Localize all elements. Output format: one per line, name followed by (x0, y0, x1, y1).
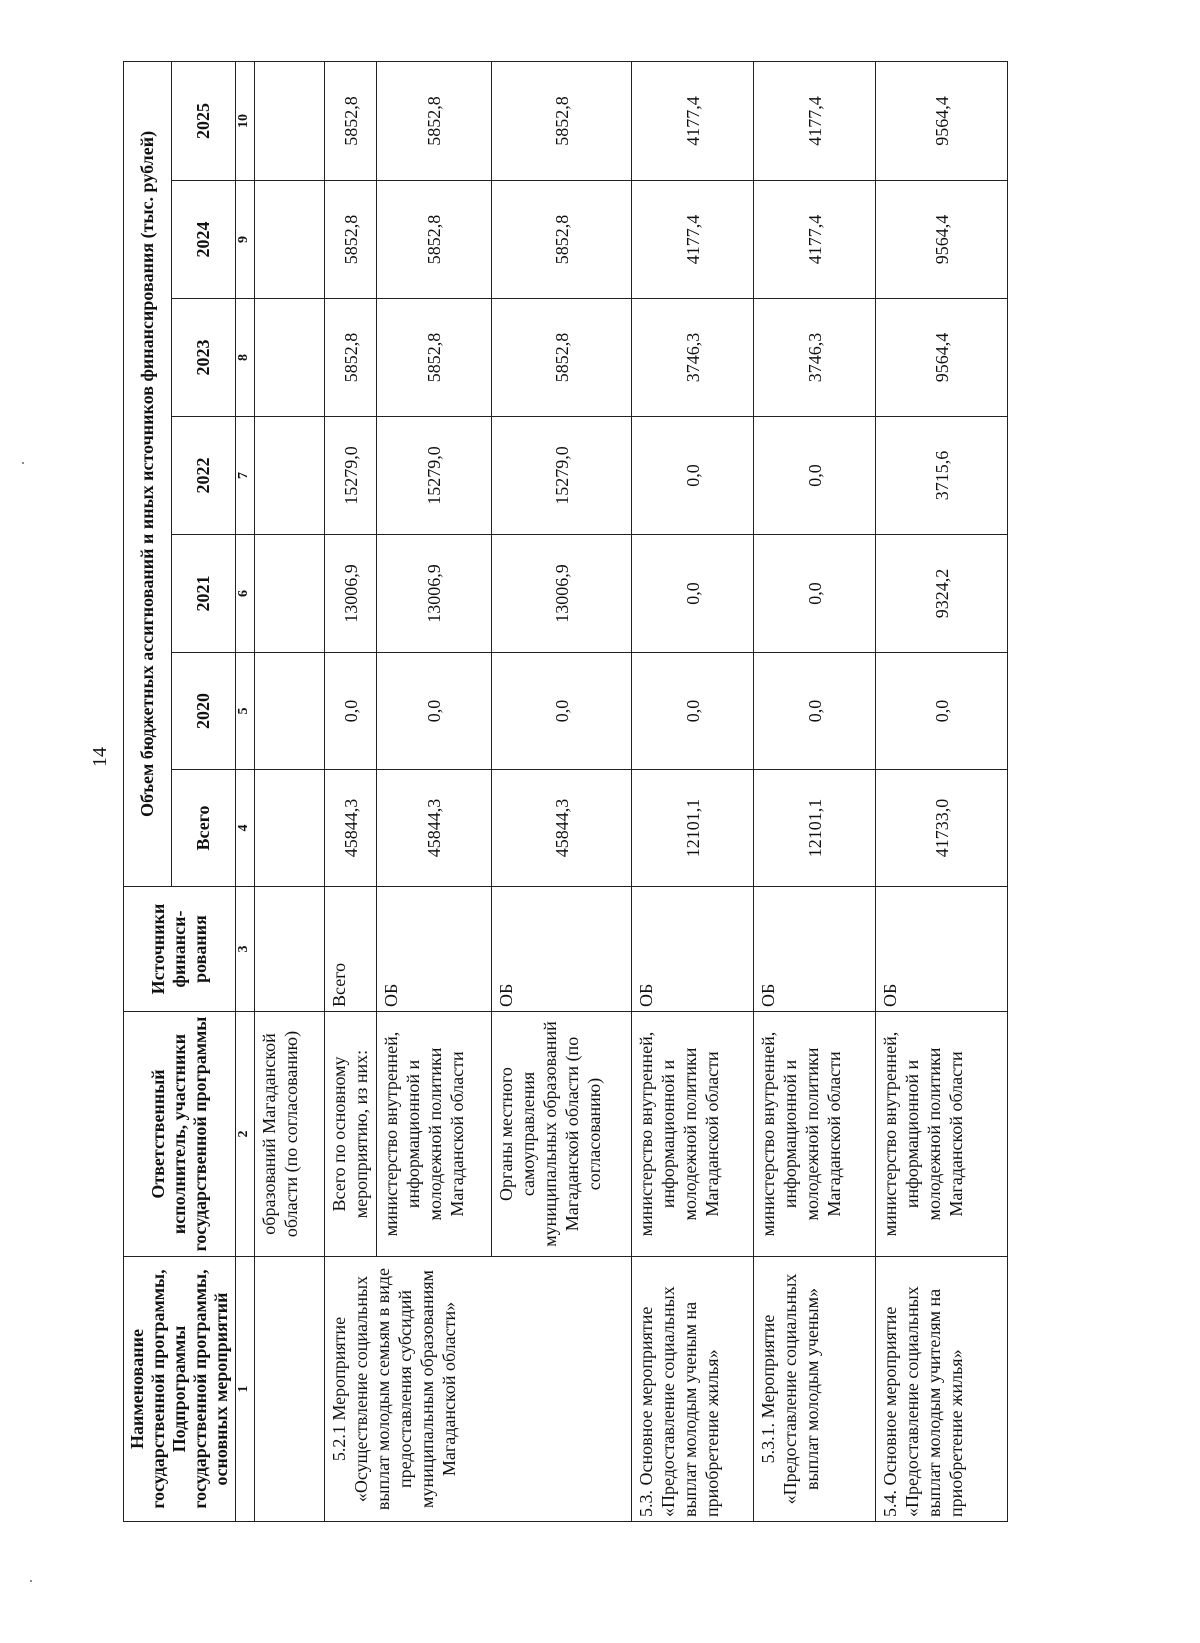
table-row-521-total (325, 61, 377, 1521)
cell-value: 0,0 (754, 417, 876, 535)
cell-value: 5852,8 (377, 181, 492, 299)
cell-value: 9564,4 (876, 61, 1008, 180)
cell-source: ОБ (632, 887, 754, 1012)
cell-executor: Органы местного самоуправления муниципальных образований Магаданской области (по согласованию) (492, 1012, 632, 1257)
cell-value: 13006,9 (325, 535, 377, 653)
cell-value: 5852,8 (325, 299, 377, 417)
cell-name: 5.3.1. Мероприятие «Предоставление социальных выплат молодым ученым» (754, 1257, 876, 1522)
page-number: 14 (89, 747, 111, 767)
header-year: 2025 (171, 61, 235, 180)
funding-table (123, 61, 1008, 1522)
table-row-531 (754, 61, 876, 1521)
cell-executor: министерство внутренней, информационной и молодежной политики Магаданской области (377, 1012, 492, 1257)
cell-value: 4177,4 (754, 61, 876, 180)
cell-value: 3746,3 (632, 299, 754, 417)
cell-executor: министерство внутренней, информационной и молодежной политики Магаданской области (632, 1012, 754, 1257)
cell-value: 3746,3 (754, 299, 876, 417)
cell-value: 9564,4 (876, 181, 1008, 299)
cell-name: 5.4. Основное мероприятие «Предоставление социальных выплат молодым учителям на приобретение жилья» (876, 1257, 1008, 1522)
cell-value: 0,0 (632, 653, 754, 770)
column-number-row (236, 61, 255, 1521)
cell-value (255, 181, 325, 299)
header-year: 2022 (171, 417, 235, 535)
column-number: 5 (236, 653, 255, 770)
cell-value: 15279,0 (492, 417, 632, 535)
cell-value (255, 653, 325, 770)
column-number: 3 (236, 887, 255, 1012)
cell-value: 15279,0 (377, 417, 492, 535)
cell-value: 4177,4 (754, 181, 876, 299)
rotated-table-wrapper (123, 62, 1008, 1522)
cell-value: 15279,0 (325, 417, 377, 535)
cell-value: 0,0 (492, 653, 632, 770)
cell-value: 0,0 (325, 653, 377, 770)
column-number: 1 (236, 1257, 255, 1522)
cell-name: 5.2.1 Мероприятие «Осуществление социальных выплат молодым семьям в виде предоставления субсидий муниципальным образованиям Магаданской области» (325, 1257, 632, 1522)
cell-source: ОБ (754, 887, 876, 1012)
cell-value: 45844,3 (325, 770, 377, 887)
cell-value: 9564,4 (876, 299, 1008, 417)
cell-value: 0,0 (754, 535, 876, 653)
cell-value: 0,0 (876, 653, 1008, 770)
cell-value: 5852,8 (492, 61, 632, 180)
cell-source: Всего (325, 887, 377, 1012)
header-col-executor: Ответственный исполнитель, участники государственной программы (124, 1012, 236, 1257)
cell-value: 5852,8 (325, 61, 377, 180)
cell-name (255, 1257, 325, 1522)
table-row-54 (876, 61, 1008, 1521)
cell-source: ОБ (876, 887, 1008, 1012)
cell-value: 41733,0 (876, 770, 1008, 887)
cell-value: 4177,4 (632, 61, 754, 180)
cell-value: 5852,8 (377, 299, 492, 417)
cell-executor: образований Магаданской области (по согласованию) (255, 1012, 325, 1257)
cell-value: 5852,8 (492, 299, 632, 417)
header-year: 2021 (171, 535, 235, 653)
scan-speck (22, 462, 24, 464)
table-row-53 (632, 61, 754, 1521)
cell-value: 0,0 (632, 417, 754, 535)
cell-value (255, 770, 325, 887)
column-number: 4 (236, 770, 255, 887)
cell-value: 5852,8 (325, 181, 377, 299)
cell-value: 0,0 (377, 653, 492, 770)
cell-value: 5852,8 (377, 61, 492, 180)
cell-value (255, 535, 325, 653)
table-row-continuation (255, 61, 325, 1521)
cell-value (255, 417, 325, 535)
header-row-1 (124, 61, 172, 1521)
cell-value (255, 299, 325, 417)
column-number: 9 (236, 181, 255, 299)
header-year: 2023 (171, 299, 235, 417)
cell-value: 4177,4 (632, 181, 754, 299)
header-year: 2024 (171, 181, 235, 299)
header-col-name: Наименование государственной программы, Подпрограммы государственной программы, основных мероприятий (124, 1257, 236, 1522)
cell-value: 13006,9 (377, 535, 492, 653)
cell-executor: Всего по основному мероприятию, из них: (325, 1012, 377, 1257)
header-funding-group: Объем бюджетных ассигнований и иных источников финансирования (тыс. рублей) (124, 61, 172, 886)
cell-value: 12101,1 (632, 770, 754, 887)
column-number: 7 (236, 417, 255, 535)
column-number: 6 (236, 535, 255, 653)
cell-executor: министерство внутренней, информационной и молодежной политики Магаданской области (876, 1012, 1008, 1257)
cell-source (255, 887, 325, 1012)
cell-name: 5.3. Основное мероприятие «Предоставление социальных выплат молодым ученым на приобретение жилья» (632, 1257, 754, 1522)
cell-value: 13006,9 (492, 535, 632, 653)
cell-executor: министерство внутренней, информационной и молодежной политики Магаданской области (754, 1012, 876, 1257)
column-number: 8 (236, 299, 255, 417)
scan-speck (30, 1580, 32, 1582)
cell-value (255, 61, 325, 180)
cell-value: 5852,8 (492, 181, 632, 299)
column-number: 10 (236, 61, 255, 180)
cell-value: 45844,3 (492, 770, 632, 887)
header-col-source: Источники финанси-рования (124, 887, 236, 1012)
header-year: 2020 (171, 653, 235, 770)
cell-source: ОБ (492, 887, 632, 1012)
cell-source: ОБ (377, 887, 492, 1012)
cell-value: 0,0 (754, 653, 876, 770)
cell-value: 0,0 (632, 535, 754, 653)
cell-value: 12101,1 (754, 770, 876, 887)
cell-value: 45844,3 (377, 770, 492, 887)
header-total: Всего (171, 770, 235, 887)
cell-value: 3715,6 (876, 417, 1008, 535)
cell-value: 9324,2 (876, 535, 1008, 653)
column-number: 2 (236, 1012, 255, 1257)
